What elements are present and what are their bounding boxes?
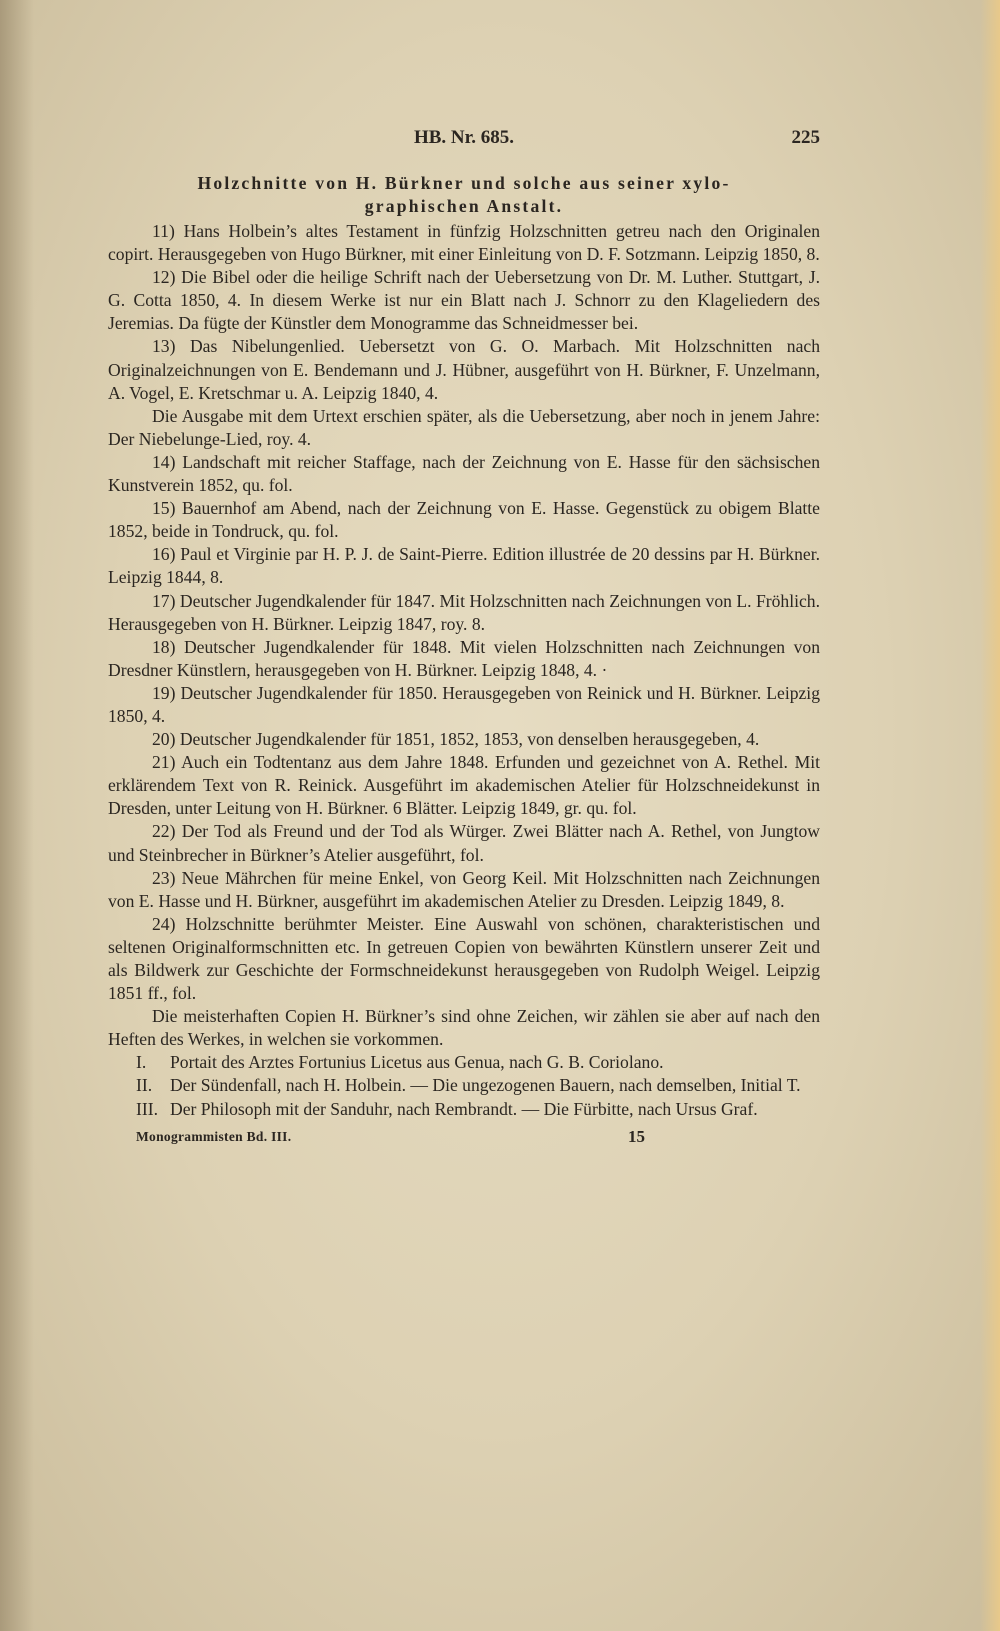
entry-12: 12) Die Bibel oder die heilige Schrift nach der Uebersetzung von Dr. M. Luther. Stuttgart, J. G. Cotta 1850, 4. In diesem Werke ist nur ein Blatt nach J. Schnorr zu den Klageliedern des Jeremias. Da fügte der Künstler dem Monogramme das Schneidmesser bei. — [108, 267, 820, 334]
section-title-line-1: Holzchnitte von H. Bürkner und solche aus seiner xylo- — [197, 173, 731, 193]
entry-22: 22) Der Tod als Freund und der Tod als Würger. Zwei Blätter nach A. Rethel, von Jungtow und Steinbrecher in Bürkner’s Atelier ausgeführt, fol. — [108, 821, 820, 865]
running-head — [108, 126, 820, 154]
entry-11: 11) Hans Holbein’s altes Testament in fünfzig Holzschnitten getreu nach den Originalen copirt. Herausgegeben von Hugo Bürkner, mit einer Einleitung von D. F. Sotzmann. Leipzig 1850, 8. — [108, 221, 820, 265]
printer-signature: Monogrammisten Bd. III. — [136, 1128, 292, 1144]
roman-item-text: Portait des Arztes Fortunius Licetus aus Genua, nach G. B. Coriolano. — [170, 1052, 664, 1073]
entry-13-note: Die Ausgabe mit dem Urtext erschien später, als die Uebersetzung, aber noch in jenem Jahre: Der Niebelunge-Lied, roy. 4. — [108, 405, 820, 449]
entry-19: 19) Deutscher Jugendkalender für 1850. Herausgegeben von Reinick und H. Bürkner. Leipzig 1850, 4. — [108, 682, 820, 726]
page-edge-shadow — [0, 0, 34, 1631]
entry-14: 14) Landschaft mit reicher Staffage, nach der Zeichnung von E. Hasse für den sächsischen Kunstverein 1852, qu. fol. — [108, 451, 820, 496]
entry-18: 18) Deutscher Jugendkalender für 1848. Mit vielen Holzschnitten nach Zeichnungen von Dresdner Künstlern, herausgegeben von H. Bürkner. Leipzig 1848, 4. · — [108, 636, 820, 680]
page-edge-stain — [980, 0, 1000, 1631]
entry-24-note: Die meisterhaften Copien H. Bürkner’s sind ohne Zeichen, wir zählen sie aber auf nach den Heften des Werkes, in welchen sie vorkommen. — [108, 1006, 820, 1050]
roman-list-item — [136, 1074, 820, 1097]
entry-16: 16) Paul et Virginie par H. P. J. de Saint-Pierre. Edition illustrée de 20 dessins par H. Bürkner. Leipzig 1844, 8. — [108, 544, 820, 588]
roman-numeral: II. — [136, 1075, 153, 1096]
entry-15: 15) Bauernhof am Abend, nach der Zeichnung von E. Hasse. Gegenstück zu obigem Blatte 1852, beide in Tondruck, qu. fol. — [108, 498, 820, 542]
roman-list-item — [136, 1051, 820, 1074]
entry-21: 21) Auch ein Todtentanz aus dem Jahre 1848. Erfunden und gezeichnet von A. Rethel. Mit erklärendem Text von R. Reinick. Ausgeführt im akademischen Atelier für Holzschneidekunst in Dresden, unter Leitung von H. Bürkner. 6 Blätter. Leipzig 1849, gr. qu. fol. — [108, 752, 820, 819]
entry-17: 17) Deutscher Jugendkalender für 1847. Mit Holzschnitten nach Zeichnungen von L. Fröhlich. Herausgegeben von H. Bürkner. Leipzig 1847, roy. 8. — [108, 590, 820, 634]
entry-23: 23) Neue Mährchen für meine Enkel, von Georg Keil. Mit Holzschnitten nach Zeichnungen von E. Hasse und H. Bürkner, ausgeführt im akademischen Atelier zu Dresden. Leipzig 1849, 8. — [108, 867, 820, 911]
entry-20: 20) Deutscher Jugendkalender für 1851, 1852, 1853, von denselben herausgegeben, 4. — [152, 729, 760, 750]
entry-24: 24) Holzschnitte berühmter Meister. Eine Auswahl von schönen, charakteristischen und seltenen Originalformschnitten etc. In getreuen Copien von bewährten Künstlern unserer Zeit und als Bildwerk zur Geschichte der Formschneidekunst herausgegeben von Rudolph Weigel. Leipzig 1851 ff., fol. — [108, 913, 820, 1004]
page-footer — [108, 1125, 820, 1149]
roman-item-text: Der Philosoph mit der Sanduhr, nach Rembrandt. — Die Fürbitte, nach Ursus Graf. — [170, 1098, 758, 1119]
section-title-line-2: graphischen Anstalt. — [364, 196, 564, 216]
roman-numeral: III. — [136, 1098, 158, 1119]
section-title — [108, 172, 820, 218]
entry-13: 13) Das Nibelungenlied. Uebersetzt von G. O. Marbach. Mit Holzschnitten nach Originalzeichnungen von E. Bendemann und J. Hübner, ausgeführt von H. Bürkner, F. Unzelmann, A. Vogel, E. Kretschmar u. A. Leipzig 1840, 4. — [108, 336, 820, 403]
roman-numeral: I. — [136, 1052, 147, 1073]
page-number: 225 — [791, 127, 820, 148]
roman-list-item — [136, 1098, 820, 1121]
running-head-title: HB. Nr. 685. — [413, 127, 515, 148]
sheet-number: 15 — [628, 1126, 645, 1146]
page-content — [108, 126, 820, 1149]
roman-item-text: Der Sündenfall, nach H. Holbein. — Die ungezogenen Bauern, nach demselben, Initial T. — [170, 1075, 801, 1096]
